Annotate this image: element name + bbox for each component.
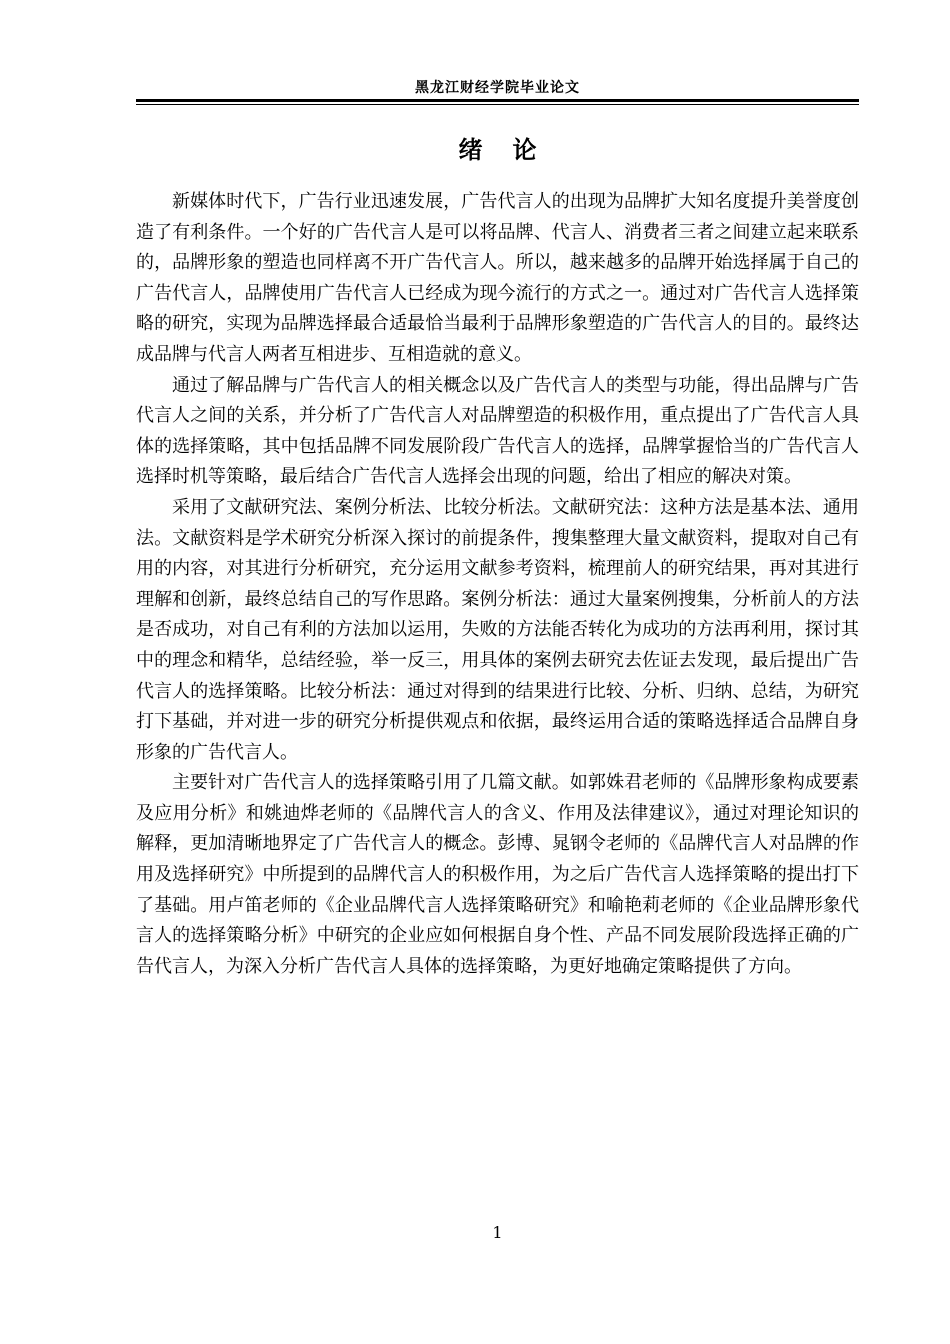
paragraph-3: 采用了文献研究法、案例分析法、比较分析法。文献研究法：这种方法是基本法、通用法。文献资料是学术研究分析深入探讨的前提条件，搜集整理大量文献资料，提取对自己有用的内容，对其进行分析研究，充分运用文献参考资料，梳理前人的研究结果，再对其进行理解和创新，最终总结自己的写作思路。案例分析法：通过大量案例搜集，分析前人的方法是否成功，对自己有利的方法加以运用，失败的方法能否转化为成功的方法再利用，探讨其中的理念和精华，总结经验，举一反三，用具体的案例去研究去佐证去发现，最后提出广告代言人的选择策略。比较分析法：通过对得到的结果进行比较、分析、归纳、总结，为研究打下基础，并对进一步的研究分析提供观点和依据，最终运用合适的策略选择适合品牌自身形象的广告代言人。 <box>136 496 859 763</box>
page-number: 1 <box>492 1223 503 1242</box>
body-text <box>136 187 859 982</box>
paragraph-4: 主要针对广告代言人的选择策略引用了几篇文献。如郭姝君老师的《品牌形象构成要素及应用分析》和姚迪烨老师的《品牌代言人的含义、作用及法律建议》，通过对理论知识的解释，更加清晰地界定了广告代言人的概念。彭博、晁钢令老师的《品牌代言人对品牌的作用及选择研究》中所提到的品牌代言人的积极作用，为之后广告代言人选择策略的提出打下了基础。用卢笛老师的《企业品牌代言人选择策略研究》和喻艳莉老师的《企业品牌形象代言人的选择策略分析》中研究的企业应如何根据自身个性、产品不同发展阶段选择正确的广告代言人，为深入分析广告代言人具体的选择策略，为更好地确定策略提供了方向。 <box>136 772 859 977</box>
paragraph-1: 新媒体时代下，广告行业迅速发展，广告代言人的出现为品牌扩大知名度提升美誉度创造了有利条件。一个好的广告代言人是可以将品牌、代言人、消费者三者之间建立起来联系的，品牌形象的塑造也同样离不开广告代言人。所以，越来越多的品牌开始选择属于自己的广告代言人，品牌使用广告代言人已经成为现今流行的方式之一。通过对广告代言人选择策略的研究，实现为品牌选择最合适最恰当最利于品牌形象塑造的广告代言人的目的。最终达成品牌与代言人两者互相进步、互相造就的意义。 <box>136 191 859 365</box>
header-rule-thin <box>136 104 859 105</box>
paragraph-2: 通过了解品牌与广告代言人的相关概念以及广告代言人的类型与功能，得出品牌与广告代言人之间的关系，并分析了广告代言人对品牌塑造的积极作用，重点提出了广告代言人具体的选择策略，其中包括品牌不同发展阶段广告代言人的选择，品牌掌握恰当的广告代言人选择时机等策略，最后结合广告代言人选择会出现的问题，给出了相应的解决对策。 <box>136 374 859 488</box>
header-rule-thick <box>136 99 859 102</box>
page-header: 黑龙江财经学院毕业论文 <box>415 80 580 96</box>
chapter-title: 绪论 <box>458 135 567 164</box>
